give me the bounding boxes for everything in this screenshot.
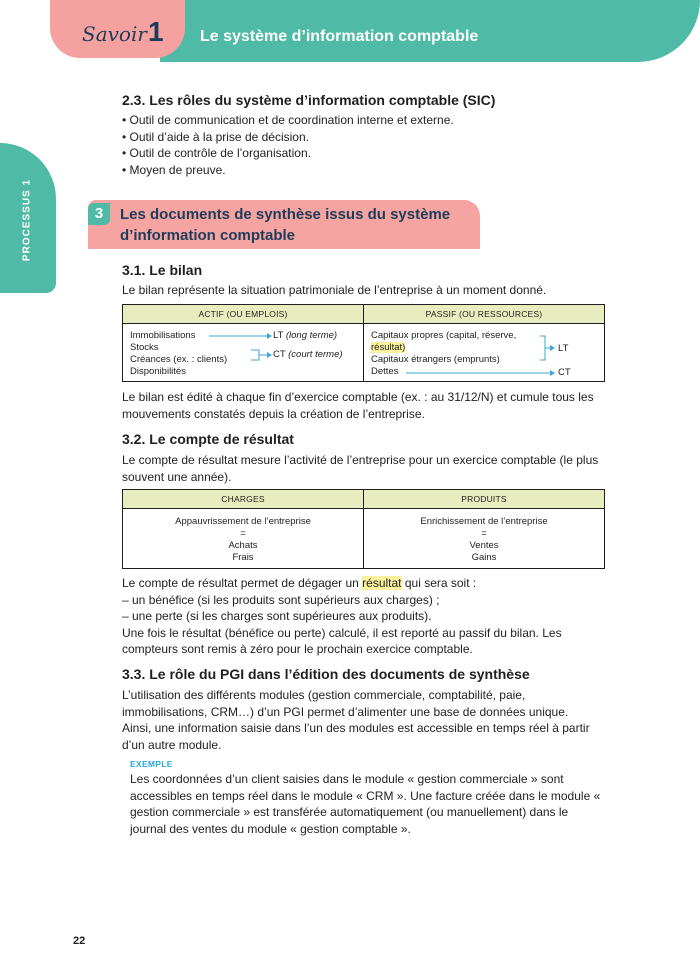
report-text: Une fois le résultat (bénéfice ou perte) calculé, il est reporté au passif du bilan. Les compteurs sont remis à zéro pour le prochain exercice comptable.: [122, 625, 562, 656]
actif-cell: [123, 324, 363, 381]
actif-item: Disponibilités: [130, 366, 186, 377]
charges-line: Frais: [232, 552, 254, 563]
actif-lt-label: LT (long terme): [273, 330, 338, 341]
bilan-intro: Le bilan représente la situation patrimoniale de l’entreprise à un moment donné.: [122, 283, 547, 297]
section-3-3-heading: 3.3. Le rôle du PGI dans l’édition des documents de synthèse: [122, 666, 530, 682]
savoir-number: 1: [148, 16, 164, 47]
table-row: [123, 509, 604, 568]
pgi-para2: Ainsi, une information saisie dans l’un des modules est accessible en temps réel à partir d’un autre module.: [122, 721, 590, 752]
table-row: [123, 324, 604, 381]
charges-line: Appauvrissement de l’entreprise: [175, 516, 311, 527]
table-header-row: [123, 305, 604, 324]
list-item: • Outil de communication et de coordination interne et externe.: [122, 112, 606, 129]
passif-resultat-highlight: résultat): [371, 342, 406, 353]
actif-ct-label: CT (court terme): [273, 349, 343, 360]
list-item: • Outil de contrôle de l’organisation.: [122, 145, 606, 162]
produits-line: Ventes: [469, 540, 499, 551]
resultat-intro: Le compte de résultat mesure l’activité de l’entreprise pour un exercice comptable (le plus souvent une année).: [122, 453, 599, 484]
section-3-2-heading: 3.2. Le compte de résultat: [122, 431, 294, 447]
list-item: • Outil d’aide à la prise de décision.: [122, 129, 606, 146]
produits-header: PRODUITS: [363, 490, 604, 508]
passif-lt-label: LT: [558, 343, 569, 354]
chapter-title: Le système d’information comptable: [200, 28, 479, 45]
passif-line: Capitaux étrangers (emprunts): [371, 354, 500, 365]
resultat-highlight: résultat: [362, 576, 402, 590]
section-3-number: 3: [88, 203, 110, 225]
bilan-outro: Le bilan est édité à chaque fin d’exercice comptable (ex. : au 31/12/N) et cumule tous les mouvements constatés depuis la création de l’entreprise.: [122, 390, 594, 421]
savoir-label: Savoir: [82, 22, 147, 46]
passif-line: Capitaux propres (capital, réserve,: [371, 330, 517, 341]
passif-cell: [363, 324, 604, 381]
table-header-row: [123, 490, 604, 509]
charges-line: =: [240, 528, 246, 539]
produits-line: =: [481, 528, 487, 539]
dash-item: – un bénéfice (si les produits sont supérieurs aux charges) ;: [122, 592, 440, 607]
charges-cell: [123, 509, 363, 568]
pgi-para1: L’utilisation des différents modules (gestion commerciale, comptabilité, paie, immobilisations, CRM…) d’un PGI permet d’alimenter une base de données unique.: [122, 688, 569, 719]
produits-line: Gains: [471, 552, 497, 563]
bilan-table: [122, 304, 605, 382]
example-label: EXEMPLE: [130, 759, 173, 769]
roles-list: [122, 112, 606, 178]
produits-line: Enrichissement de l’entreprise: [420, 516, 548, 527]
passif-header: PASSIF (OU RESSOURCES): [363, 305, 604, 323]
page-number: 22: [73, 935, 86, 947]
list-item: • Moyen de preuve.: [122, 162, 606, 179]
section-3-1-heading: 3.1. Le bilan: [122, 262, 203, 278]
side-tab-label: PROCESSUS 1: [21, 178, 33, 262]
page-header: [0, 0, 700, 62]
section-2-3-heading: 2.3. Les rôles du système d’information comptable (SIC): [122, 92, 496, 108]
charges-line: Achats: [228, 540, 258, 551]
charges-header: CHARGES: [221, 494, 265, 504]
section-3-title: Les documents de synthèse issus du système d’information comptable: [120, 206, 451, 244]
resultat-after: Le compte de résultat permet de dégager un résultat qui sera soit : – un bénéfice (si les produits sont supérieurs aux charges) ; – une perte (si les charges sont supérieures aux produits). Une fois le résultat (bénéfice ou perte) calculé, il est reporté au passif du bilan. Les compteurs sont remis à zéro pour le prochain exercice comptable.: [122, 575, 606, 658]
produits-cell: [363, 509, 604, 568]
actif-item: Stocks: [130, 342, 159, 353]
passif-line: Dettes: [371, 366, 399, 377]
dash-item: – une perte (si les charges sont supérieures aux produits).: [122, 609, 432, 623]
actif-item: Immobilisations: [130, 330, 196, 341]
actif-header: ACTIF (OU EMPLOIS): [198, 309, 288, 319]
resultat-table: [122, 489, 605, 569]
example-text: Les coordonnées d’un client saisies dans le module « gestion commerciale » sont accessibles en temps réel dans le module « CRM ». Une facture créée dans le module « gestion commerciale » est transférée automatiquement (ou manuellement) dans le journal des ventes du module « gestion comptable ».: [130, 772, 601, 836]
passif-ct-label: CT: [558, 367, 571, 378]
actif-item: Créances (ex. : clients): [130, 354, 228, 365]
